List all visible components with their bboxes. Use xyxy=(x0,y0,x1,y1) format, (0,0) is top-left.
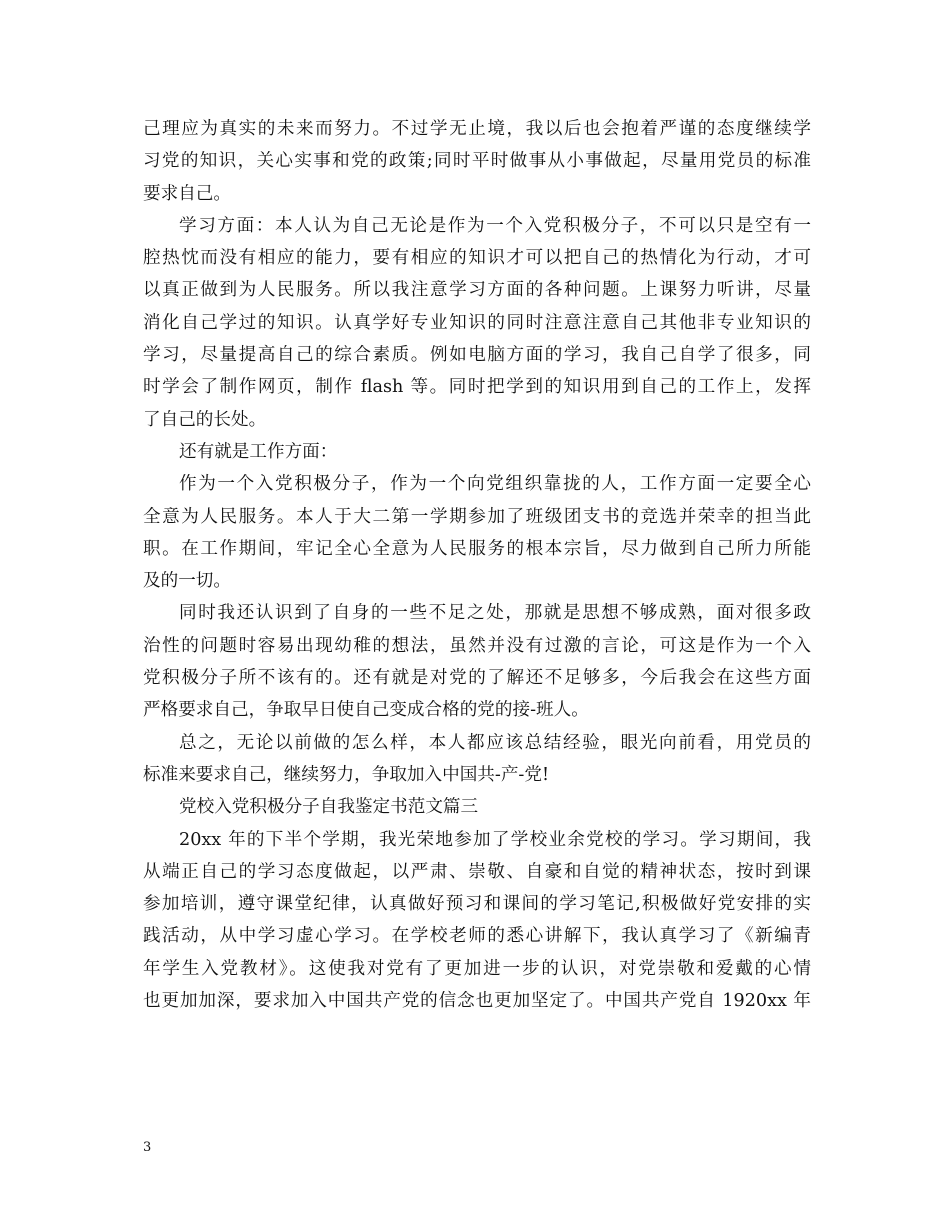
text-line: 践活动，从中学习虚心学习。在学校老师的悉心讲解下，我认真学习了《新编青 xyxy=(143,926,811,947)
text-line: 从端正自己的学习态度做起，以严肃、崇敬、自豪和自觉的精神状态，按时到课 xyxy=(143,861,811,882)
text-line: 时学会了制作网页，制作 flash 等。同时把学到的知识用到自己的工作上，发挥 xyxy=(143,377,811,398)
text-line: 了自己的长处。 xyxy=(143,409,267,430)
text-line: 职。在工作期间，牢记全心全意为人民服务的根本宗旨，尽力做到自己所力所能 xyxy=(143,538,811,559)
text-line: 己理应为真实的未来而努力。不过学无止境，我以后也会抱着严谨的态度继续学 xyxy=(143,119,811,139)
text-line: 消化自己学过的知识。认真学好专业知识的同时注意注意自己其他非专业知识的 xyxy=(143,312,811,333)
text-line: 学习方面：本人认为自己无论是作为一个入党积极分子，不可以只是空有一 xyxy=(179,215,811,236)
text-line: 学习，尽量提高自己的综合素质。例如电脑方面的学习，我自己自学了很多，同 xyxy=(143,345,811,366)
text-line: 作为一个入党积极分子，作为一个向党组织靠拢的人，工作方面一定要全心 xyxy=(179,474,811,495)
text-line: 治性的问题时容易出现幼稚的想法，虽然并没有过激的言论，可这是作为一个入 xyxy=(143,635,811,656)
text-line: 参加培训，遵守课堂纪律，认真做好预习和课间的学习笔记,积极做好党安排的实 xyxy=(143,894,811,915)
text-line: 也更加加深，要求加入中国共产党的信念也更加坚定了。中国共产党自 1920xx 年 xyxy=(143,991,811,1012)
text-line: 习党的知识，关心实事和党的政策;同时平时做事从小事做起，尽量用党员的标准 xyxy=(143,151,811,172)
text-line: 年学生入党教材》。这使我对党有了更加进一步的认识，对党崇敬和爱戴的心情 xyxy=(143,958,811,979)
text-line: 腔热忱而没有相应的能力，要有相应的知识才可以把自己的热情化为行动，才可 xyxy=(143,248,811,269)
text-line: 党积极分子所不该有的。还有就是对党的了解还不足够多，今后我会在这些方面 xyxy=(143,668,811,689)
text-line: 全意为人民服务。本人于大二第一学期参加了班级团支书的竞选并荣幸的担当此 xyxy=(143,506,811,527)
text-line: 标准来要求自己，继续努力，争取加入中国共-产-党! xyxy=(143,764,550,785)
page-number: 3 xyxy=(143,1140,152,1155)
text-line: 党校入党积极分子自我鉴定书范文篇三 xyxy=(179,797,479,818)
text-line: 总之，无论以前做的怎么样，本人都应该总结经验，眼光向前看，用党员的 xyxy=(179,732,811,753)
text-line: 及的一切。 xyxy=(143,571,231,592)
document-body xyxy=(143,113,811,1017)
text-line: 严格要求自己，争取早日使自己变成合格的党的接-班人。 xyxy=(143,700,589,721)
text-line: 同时我还认识到了自身的一些不足之处，那就是思想不够成熟，面对很多政 xyxy=(179,603,811,624)
text-line: 要求自己。 xyxy=(143,183,231,204)
text-line: 以真正做到为人民服务。所以我注意学习方面的各种问题。上课努力听讲，尽量 xyxy=(143,280,811,301)
text-line: 20xx 年的下半个学期，我光荣地参加了学校业余党校的学习。学习期间，我 xyxy=(179,829,811,850)
text-line: 还有就是工作方面： xyxy=(179,441,338,462)
